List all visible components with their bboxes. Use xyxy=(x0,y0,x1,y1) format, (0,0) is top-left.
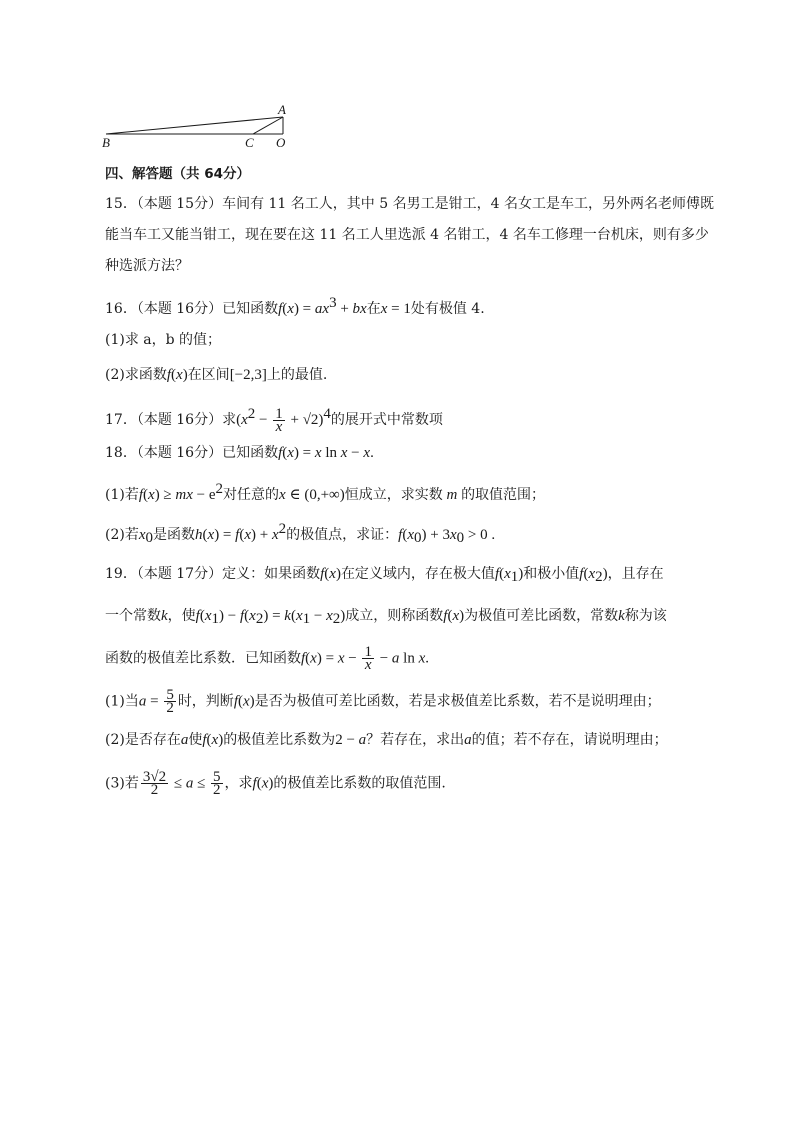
q18-p1b: 对任意的 xyxy=(223,487,280,503)
q16-suffix: 处有极值 4. xyxy=(410,301,485,317)
q18-p2b: 是函数 xyxy=(153,527,196,543)
q18-prefix: 18．（本题 16分）已知函数 xyxy=(105,445,279,461)
q19-l2d: 为极值可差比函数，常数 xyxy=(464,608,619,624)
q15-line3: 种选派方法？ xyxy=(105,258,189,274)
q18-p2c: 的极值点，求证： xyxy=(286,527,399,543)
q17-stem: 17．（本题 16分）求($x^2$ − $\frac{1}{x}$ + √2)$^4$的展开式中常数项 xyxy=(105,405,443,435)
label-c: C xyxy=(245,135,254,150)
q18-p2a: (2)若 xyxy=(105,527,139,543)
q18-p1c: 恒成立，求实数 xyxy=(344,487,443,503)
q19-p2d: ？若存在，求出 xyxy=(366,732,465,748)
label-o: O xyxy=(276,135,286,150)
triangle-figure xyxy=(100,102,300,152)
q16-p2b: 在区间 xyxy=(187,367,230,383)
q19-p3b: ，求 xyxy=(224,775,253,792)
q16-p2a: (2)求函数 xyxy=(105,367,167,383)
q16-mid: 在 xyxy=(366,301,381,317)
q19-part2: (2)是否存在a使f(x)的极值差比系数为2 − a？若存在，求出a的值；若不存在，请说明理由； xyxy=(105,732,668,748)
q18-stem: 18．（本题 16分）已知函数f(x) = x ln x − x. xyxy=(105,445,374,461)
q17-prefix: 17．（本题 16分）求 xyxy=(105,412,237,428)
q16-stem: 16．（本题 16分）已知函数$f(x) = ax^3$ + bx在x = 1处有极值 4. xyxy=(105,295,485,317)
q19-l2c: 成立，则称函数 xyxy=(345,608,444,624)
q19-l2a: 一个常数 xyxy=(105,608,161,624)
q16-part1: (1)求 a，b 的值； xyxy=(105,332,222,348)
label-b: B xyxy=(102,135,110,150)
q15-line1: 15．（本题 15分）车间有 11 名工人，其中 5 名男工是钳工，4 名女工是车工，另外两名老师傅既 xyxy=(105,196,714,212)
q16-prefix: 16．（本题 16分）已知函数 xyxy=(105,301,279,317)
q19-p2a: (2)是否存在 xyxy=(105,732,181,748)
q19-l1d: ，且存在 xyxy=(607,566,664,582)
q16-fx: f xyxy=(278,301,283,317)
q19-p3c: 的极值差比系数的取值范围. xyxy=(273,775,446,792)
q19-p2e: 的值；若不存在，请说明理由； xyxy=(471,732,668,748)
q19-p1b: 时，判断 xyxy=(177,693,234,710)
q19-line2: 一个常数k，使$f(x_1) - f(x_2) = k(x_1 - x_2)$成立，则称函数f(x)为极值可差比函数，常数k称为该 xyxy=(105,608,667,627)
q19-part3: (3)若 $\frac{3√2}{2}$ ≤ a ≤ $\frac{5}{2}$ ，求f(x)的极值差比系数的取值范围. xyxy=(105,769,446,798)
q18-p1a: (1)若 xyxy=(105,487,139,503)
q16-part2: (2)求函数f(x)在区间[−2,3]上的最值. xyxy=(105,367,328,383)
q18-part2: (2)若$x_0$是函数$h(x) = f(x) + x^2$的极值点，求证：$f(x_0) + 3x_0 > 0$ . xyxy=(105,521,496,546)
q19-l3a: 函数的极值差比系数．已知函数 xyxy=(105,650,301,667)
q19-part1: (1)当a = $\frac{5}{2}$ 时，判断f(x)是否为极值可差比函数，若是求极值差比系数，若不是说明理由； xyxy=(105,687,661,716)
q19-l2b: ，使 xyxy=(167,608,196,624)
q17-suffix: 的展开式中常数项 xyxy=(330,412,443,428)
q19-p1a: (1)当 xyxy=(105,693,139,710)
q19-p3a: (3)若 xyxy=(105,775,139,792)
label-a: A xyxy=(278,102,286,117)
q15-line2: 能当车工又能当钳工，现在要在这 11 名工人里选派 4 名钳工，4 名车工修理一台机床，则有多少 xyxy=(105,227,709,243)
q19-l1a: 19．（本题 17分）定义：如果函数 xyxy=(105,566,321,582)
q18-p1d: 的取值范围； xyxy=(461,487,546,503)
q19-p2b: 使 xyxy=(188,732,203,748)
q19-line1: 19．（本题 17分）定义：如果函数f(x)在定义域内，存在极大值$f(x_1)$和极小值$f(x_2)$，且存在 xyxy=(105,566,664,585)
segment-ba xyxy=(106,117,283,134)
q18-part1: (1)若f(x) ≥ mx − $e^2$对任意的x ∈ (0,+∞)恒成立，求实数 m 的取值范围； xyxy=(105,481,546,503)
q19-l1c: 和极小值 xyxy=(523,566,580,582)
q19-p1c: 是否为极值可差比函数，若是求极值差比系数，若不是说明理由； xyxy=(254,693,661,710)
q19-p2c: 的极值差比系数为 xyxy=(223,732,336,748)
section-title: 四、解答题（共 64分） xyxy=(105,166,250,182)
q19-l1b: 在定义域内，存在极大值 xyxy=(340,566,495,582)
q19-l2e: 称为该 xyxy=(624,608,667,624)
q19-line3: 函数的极值差比系数．已知函数f(x) = x − $\frac{1}{x}$ − a ln x. xyxy=(105,644,430,673)
q16-p2c: 上的最值. xyxy=(266,367,328,383)
